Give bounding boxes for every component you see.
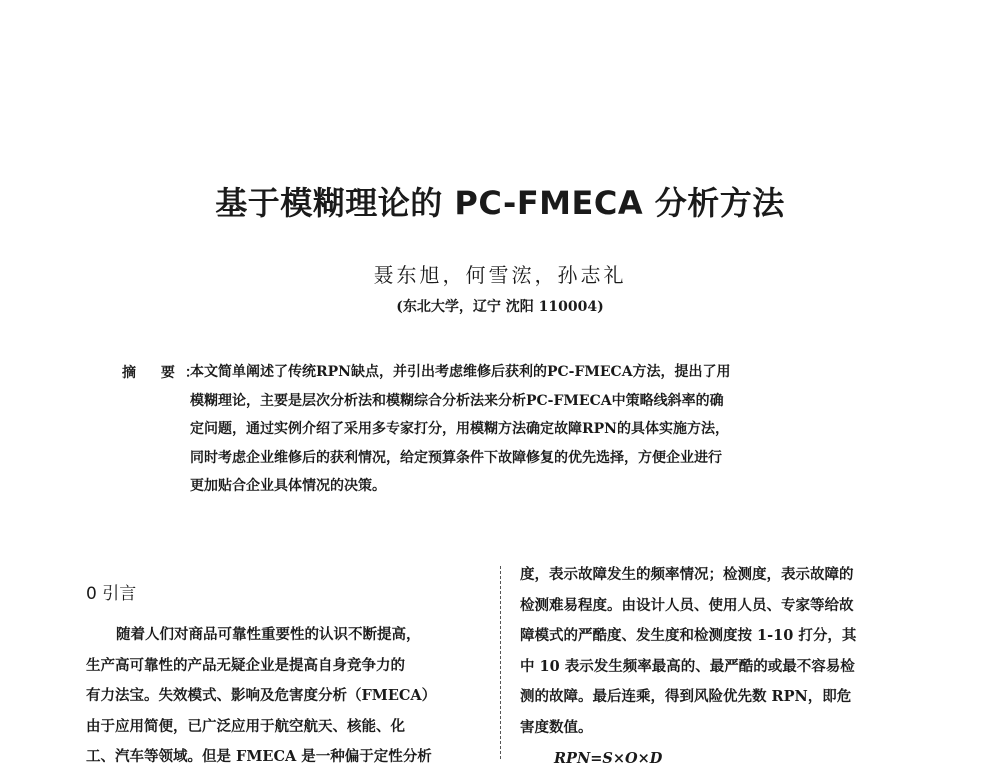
right-column-line: 检测难易程度。由设计人员、使用人员、专家等给故	[520, 596, 854, 614]
right-column-body	[520, 560, 918, 774]
paper-authors: 聂东旭，何雪浤，孙志礼	[373, 263, 627, 287]
abstract-line: 定问题，通过实例介绍了采用多专家打分，用模糊方法确定故障RPN的具体实施方法，	[190, 421, 729, 437]
right-column-line: 度，表示故障发生的频率情况；检测度，表示故障的	[520, 566, 854, 583]
abstract-label: 摘 要：	[122, 365, 209, 381]
abstract-line: 本文简单阐述了传统RPN缺点，并引出考虑维修后获利的PC-FMECA方法，提出了用	[190, 364, 731, 380]
right-column-line: 测的故障。最后连乘，得到风险优先数 RPN，即危	[520, 688, 852, 706]
paper-title: 基于模糊理论的 PC-FMECA 分析方法	[215, 184, 785, 222]
right-column-line: 害度数值。	[520, 718, 593, 736]
right-column-line: 中 10 表示发生频率最高的、最严酷的或最不容易检	[520, 657, 855, 675]
abstract-line: 模糊理论，主要是层次分析法和模糊综合分析法来分析PC-FMECA中策略线斜率的确	[190, 392, 724, 409]
left-column-body	[86, 620, 484, 773]
right-column-line: 障模式的严酷度、发生度和检测度按 1-10 打分，其	[520, 627, 857, 645]
left-column-line: 生产高可靠性的产品无疑企业是提高自身竞争力的	[86, 656, 405, 674]
left-column-line: 由于应用简便，已广泛应用于航空航天、核能、化	[86, 717, 405, 735]
column-divider	[500, 566, 501, 759]
abstract-line: 同时考虑企业维修后的获利情况，给定预算条件下故障修复的优先选择，方便企业进行	[190, 449, 722, 466]
left-column-line: 工、汽车等领域。但是 FMECA 是一种偏于定性分析	[86, 748, 432, 766]
left-column-line: 随着人们对商品可靠性重要性的认识不断提高，	[116, 626, 421, 643]
abstract-line: 更加贴合企业具体情况的决策。	[190, 478, 386, 494]
abstract-body	[190, 358, 890, 501]
section-heading-introduction: 0 引言	[86, 584, 137, 604]
paper-affiliation: (东北大学，辽宁 沈阳 110004)	[396, 299, 604, 315]
left-column-line: 有力法宝。失效模式、影响及危害度分析（FMECA）	[86, 687, 437, 705]
rpn-formula: RPN=S×O×D	[554, 749, 663, 767]
